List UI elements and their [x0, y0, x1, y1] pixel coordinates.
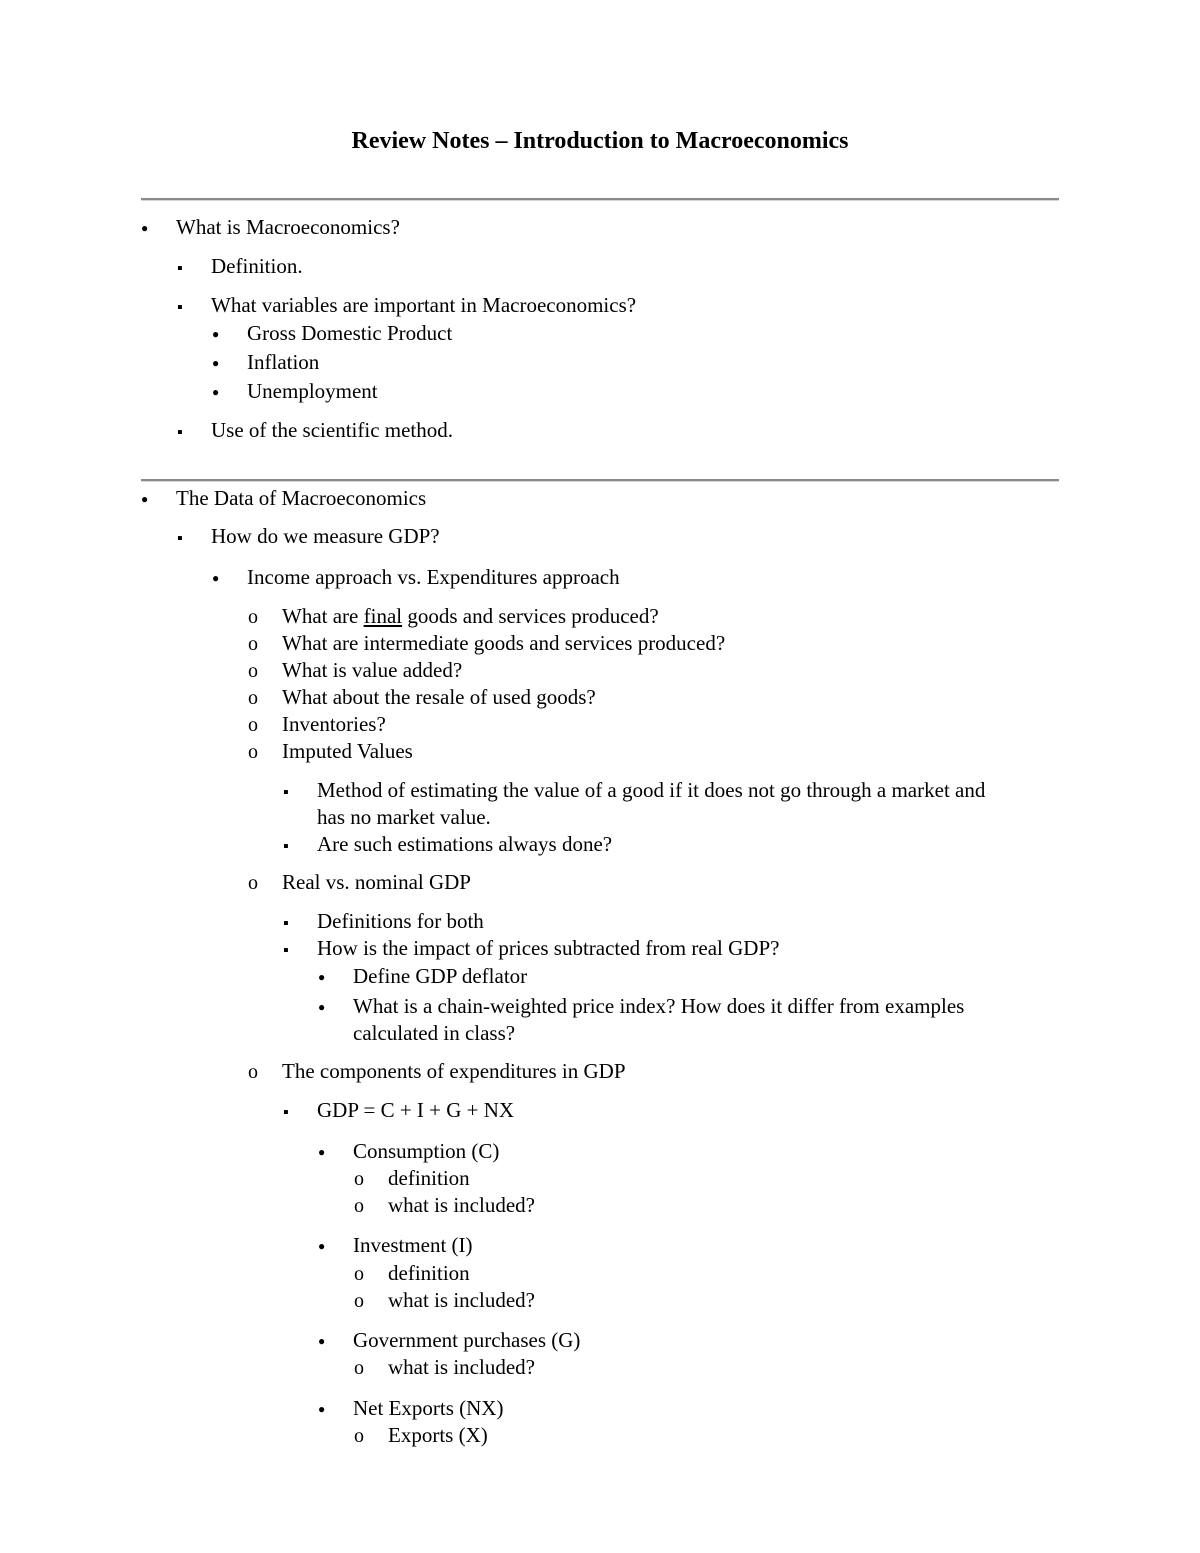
disc-bullet-icon [212, 349, 219, 378]
item-text: What are [282, 604, 364, 628]
outline-item-level-2: How do we measure GDP? [211, 524, 440, 548]
disc-bullet-icon [318, 1327, 325, 1356]
disc-bullet-icon [318, 993, 325, 1022]
outline-item-level-7: definition [388, 1261, 470, 1285]
outline-item-level-7: definition [388, 1166, 470, 1190]
outline-item-level-4: What about the resale of used goods? [282, 685, 596, 709]
outline-item-level-2: Definition. [211, 254, 303, 278]
square-bullet-icon [283, 831, 289, 860]
horizontal-rule [141, 198, 1059, 201]
square-bullet-icon [283, 908, 289, 937]
o-bullet-icon [248, 738, 258, 765]
outline-item-level-5: How is the impact of prices subtracted from real GDP? [317, 936, 780, 960]
outline-item-level-5: has no market value. [317, 805, 491, 829]
o-bullet-icon [248, 603, 258, 630]
disc-bullet-icon [212, 564, 219, 593]
outline-item-level-5: Definitions for both [317, 909, 484, 933]
o-bullet-icon [248, 630, 258, 657]
outline-item-level-4: Inventories? [282, 712, 386, 736]
outline-item-level-6: Investment (I) [353, 1233, 473, 1257]
outline-item-level-1: The Data of Macroeconomics [176, 486, 427, 510]
o-bullet-icon [354, 1165, 364, 1192]
o-bullet-icon [354, 1260, 364, 1287]
disc-bullet-icon [318, 1138, 325, 1167]
horizontal-rule [141, 479, 1059, 482]
square-bullet-icon [177, 523, 183, 552]
o-bullet-icon [354, 1287, 364, 1314]
outline-item-level-4: What are intermediate goods and services produced? [282, 631, 726, 655]
outline-item-level-5: Are such estimations always done? [317, 832, 613, 856]
outline-item-level-7: what is included? [388, 1355, 535, 1379]
square-bullet-icon [283, 935, 289, 964]
square-bullet-icon [177, 253, 183, 282]
outline-item-level-3: Income approach vs. Expenditures approach [247, 565, 620, 589]
outline-item-level-3: Gross Domestic Product [247, 321, 453, 345]
disc-bullet-icon [212, 378, 219, 407]
o-bullet-icon [248, 711, 258, 738]
outline-item-level-7: what is included? [388, 1193, 535, 1217]
outline-item-level-5: Method of estimating the value of a good if it does not go through a market and [317, 778, 986, 802]
square-bullet-icon [177, 292, 183, 321]
disc-bullet-icon [141, 485, 148, 514]
o-bullet-icon [248, 684, 258, 711]
outline-item-level-3: Inflation [247, 350, 320, 374]
outline-item-level-6: Net Exports (NX) [353, 1396, 504, 1420]
outline-item-level-6: Government purchases (G) [353, 1328, 581, 1352]
outline-item-level-7: what is included? [388, 1288, 535, 1312]
disc-bullet-icon [141, 214, 148, 243]
outline-item-level-4: Real vs. nominal GDP [282, 870, 471, 894]
square-bullet-icon [283, 777, 289, 806]
outline-item-level-4: What is value added? [282, 658, 463, 682]
o-bullet-icon [354, 1192, 364, 1219]
square-bullet-icon [177, 417, 183, 446]
outline-item-level-2: Use of the scientific method. [211, 418, 454, 442]
disc-bullet-icon [318, 1232, 325, 1261]
o-bullet-icon [354, 1422, 364, 1449]
o-bullet-icon [248, 657, 258, 684]
underlined-word: final [363, 604, 403, 628]
outline-item-level-4: The components of expenditures in GDP [282, 1059, 626, 1083]
disc-bullet-icon [318, 1395, 325, 1424]
outline-item-level-3: Unemployment [247, 379, 378, 403]
o-bullet-icon [248, 1058, 258, 1085]
disc-bullet-icon [212, 320, 219, 349]
outline-item-level-6: Define GDP deflator [353, 964, 528, 988]
o-bullet-icon [354, 1354, 364, 1381]
outline-item-level-1: What is Macroeconomics? [176, 215, 400, 239]
outline-item-level-6: calculated in class? [353, 1021, 516, 1045]
disc-bullet-icon [318, 963, 325, 992]
outline-item-level-4 [282, 603, 659, 629]
page-title: Review Notes – Introduction to Macroeconomics [351, 128, 849, 154]
outline-item-level-4: Imputed Values [282, 739, 413, 763]
outline-item-level-6: What is a chain-weighted price index? How does it differ from examples [353, 994, 965, 1018]
outline-item-level-7: Exports (X) [388, 1423, 488, 1447]
outline-item-level-6: Consumption (C) [353, 1139, 500, 1163]
item-text: goods and services produced? [402, 604, 659, 628]
o-bullet-icon [248, 869, 258, 896]
outline-item-level-2: What variables are important in Macroeconomics? [211, 293, 637, 317]
square-bullet-icon [283, 1097, 289, 1126]
outline-item-level-5: GDP = C + I + G + NX [317, 1098, 515, 1122]
